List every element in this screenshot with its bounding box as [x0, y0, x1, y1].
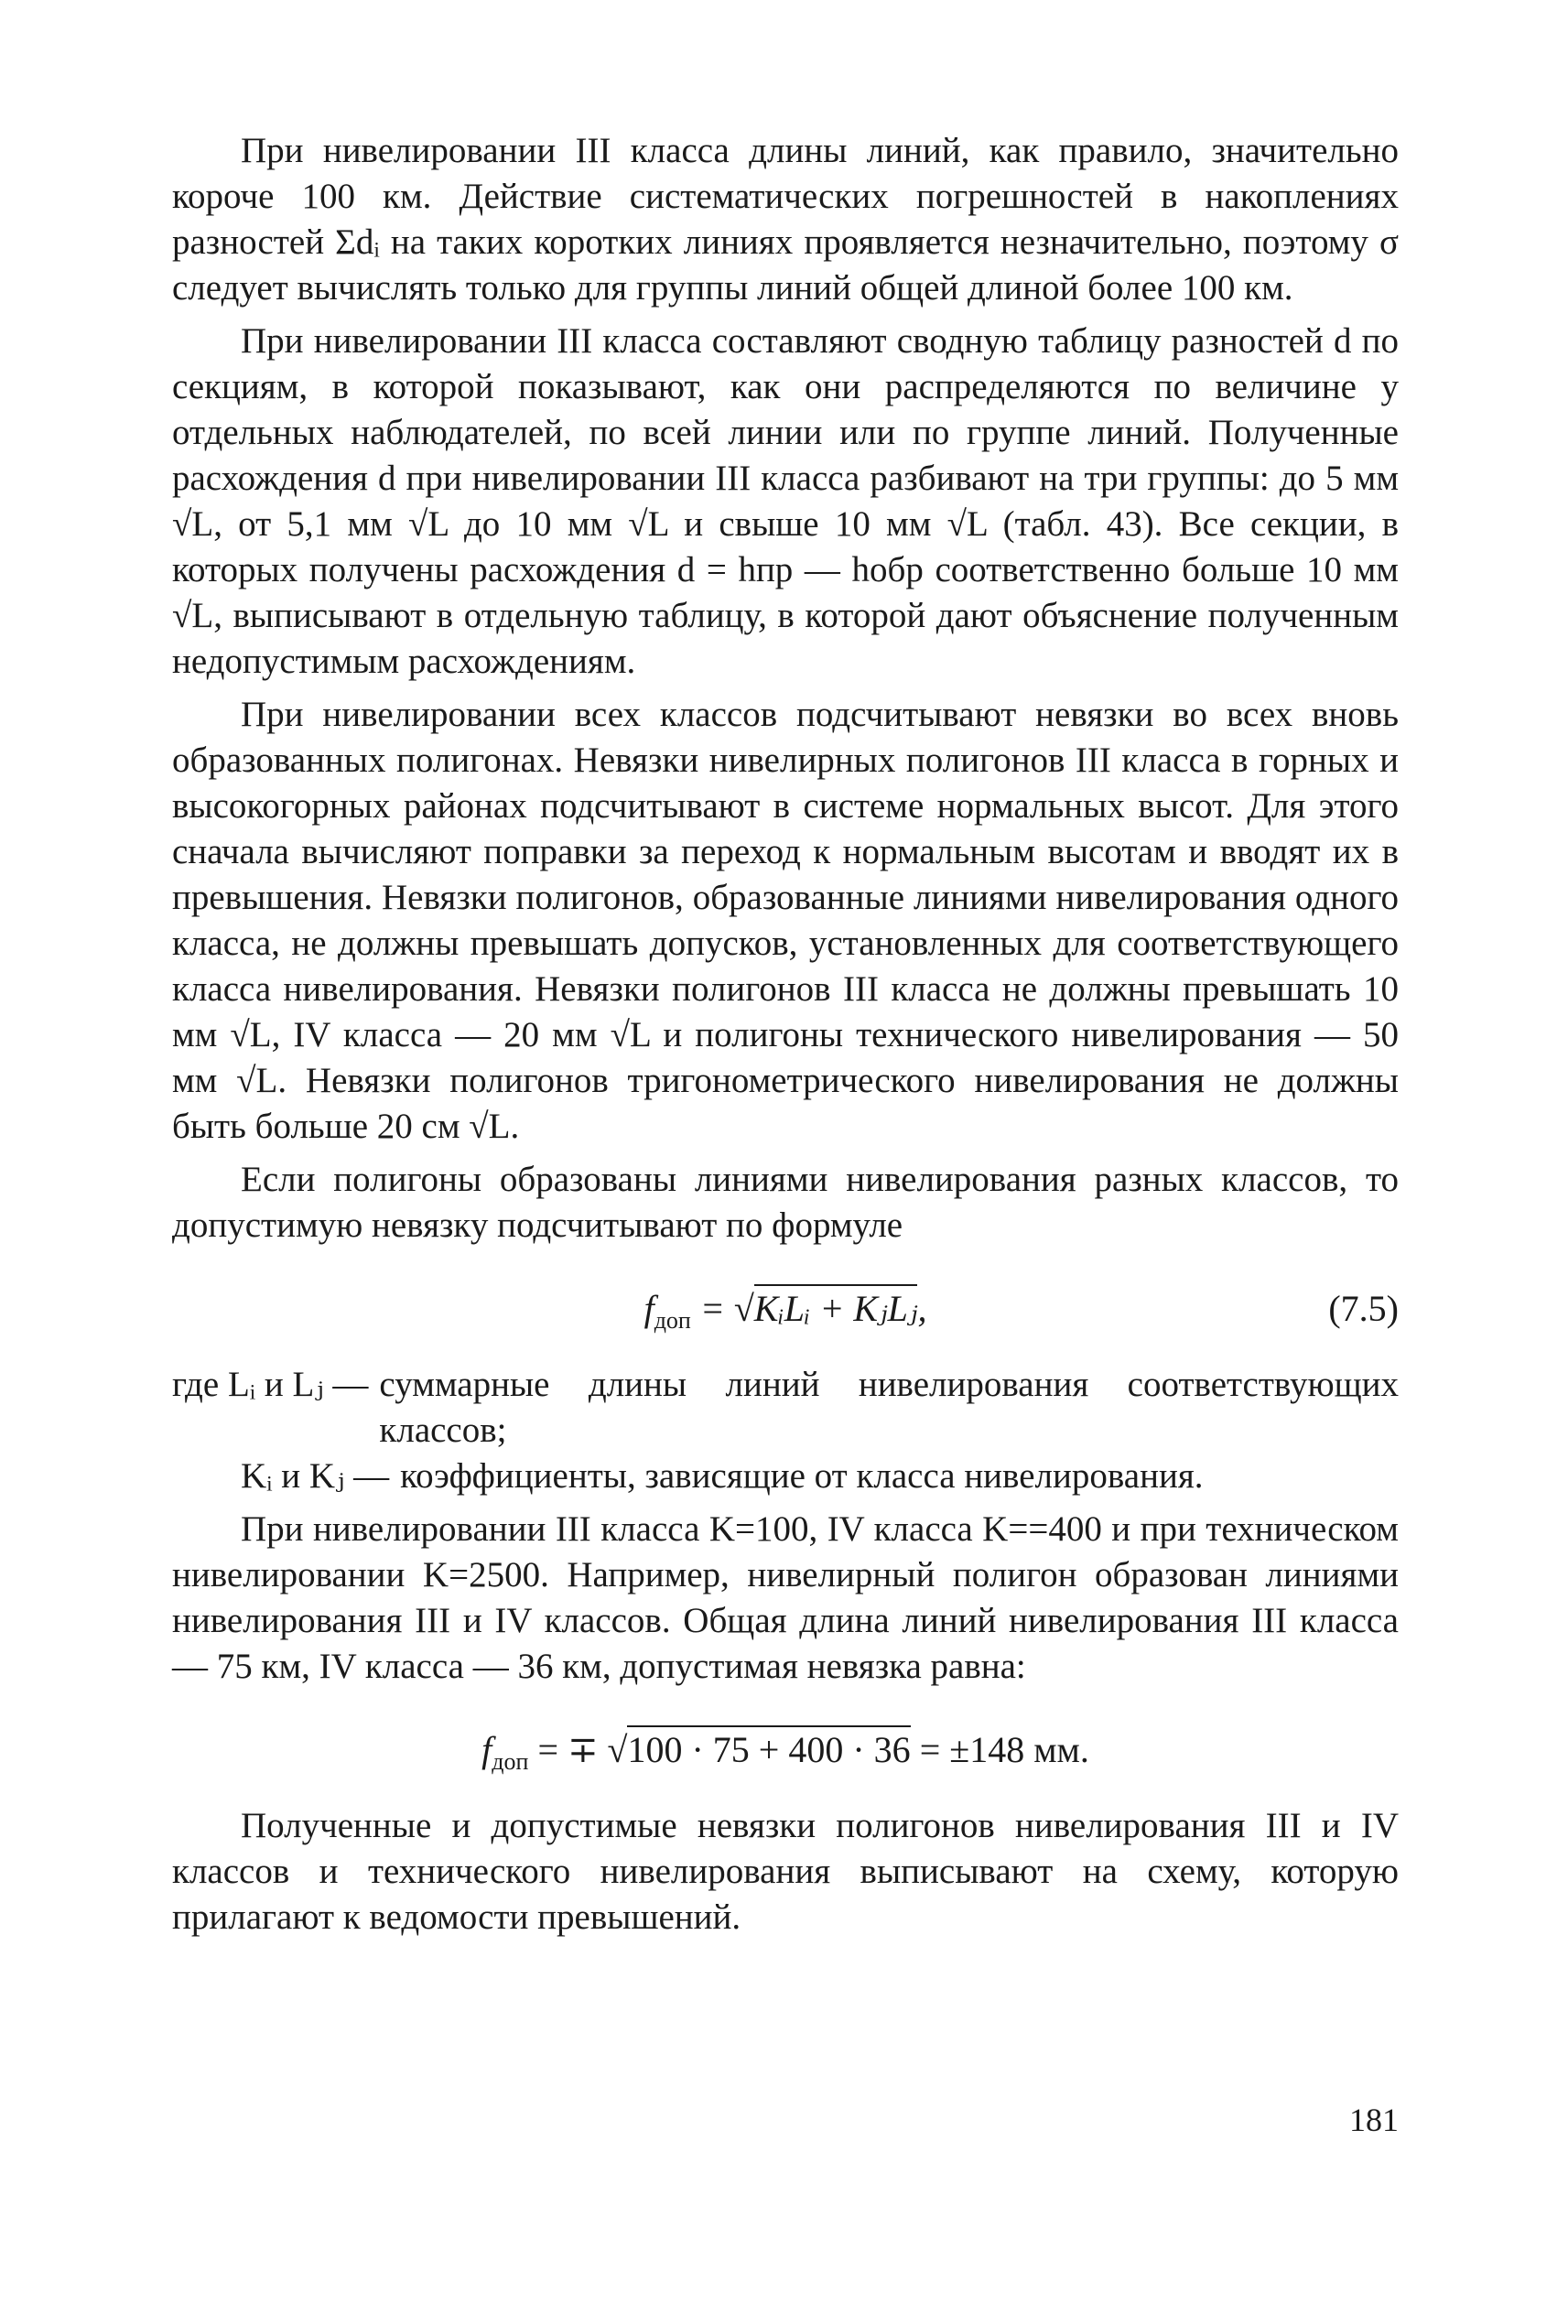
paragraph-6: Полученные и допустимые невязки полигонов нивелирования III и IV классов и технического нивелирования выписывают на схему, которую прилагают к ведомости превышений. [172, 1806, 1399, 1937]
formula-7-5-radicand: KᵢLᵢ + KⱼLⱼ [754, 1284, 918, 1329]
formula-7-5-number: (7.5) [1328, 1288, 1399, 1329]
formula-example-lhs-sub: доп [492, 1748, 529, 1775]
formula-7-5-rhs-suffix: , [917, 1288, 927, 1329]
formula-example-radicand: 100 · 75 + 400 · 36 [627, 1725, 910, 1770]
paragraph-1: При нивелировании III класса длины линий, как правило, значительно короче 100 км. Действие систематических погрешностей в накоплениях разностей Σdᵢ на таких коротких линиях проявляется незначительно, поэтому σ следует вычислять только для группы линий общей длиной более 100 км. [172, 131, 1399, 308]
formula-definitions [172, 1362, 1399, 1499]
formula-example-body [172, 1717, 1399, 1795]
definition-text: коэффициенты, зависящие от класса нивелирования. [400, 1456, 1204, 1496]
formula-example [172, 1717, 1399, 1783]
paragraph-2: При нивелировании III класса составляют сводную таблицу разностей d по секциям, в которой показывают, как они распределяются по величине у отдельных наблюдателей, по всей линии или по группе линий. Полученные расхождения d при нивелировании III класса разбивают на три группы: до 5 мм √L, от 5,1 мм √L до 10 мм √L и свыше 10 мм √L (табл. 43). Все секции, в которых получены расхождения d = hпр — hобр соответственно больше 10 мм √L, выписывают в отдельную таблицу, в которой дают объяснение полученным недопустимым расхождениям. [172, 321, 1399, 681]
paragraph-5: При нивелировании III класса K=100, IV класса K==400 и при техническом нивелировании K=2500. Например, нивелирный полигон образован линиями нивелирования III и IV классов. Общая длина линий нивелирования III класса — 75 км, IV класса — 36 км, допустимая невязка равна: [172, 1509, 1399, 1686]
formula-example-rhs-prefix: = ∓ √ [528, 1729, 628, 1770]
definition-term: где Lᵢ и Lⱼ — [172, 1365, 369, 1404]
formula-example-lhs: f [481, 1729, 492, 1770]
paragraph-3: При нивелировании всех классов подсчитывают невязки во всех вновь образованных полигонах. Невязки нивелирных полигонов III класса в горных и высокогорных районах подсчитывают в системе нормальных высот. Для этого сначала вычисляют поправки за переход к нормальным высотам и вводят их в превышения. Невязки полигонов, образованные линиями нивелирования одного класса, не должны превышать допусков, установленных для соответствующего класса нивелирования. Невязки полигонов III класса не должны превышать 10 мм √L, IV класса — 20 мм √L и полигоны технического нивелирования — 50 мм √L. Невязки полигонов тригонометрического нивелирования не должны быть больше 20 см √L. [172, 695, 1399, 1146]
paragraph-4: Если полигоны образованы линиями нивелирования разных классов, то допустимую невязку подсчитывают по формуле [172, 1160, 1399, 1245]
formula-7-5-body [172, 1276, 1399, 1354]
definition-term: Kᵢ и Kⱼ — [241, 1456, 390, 1496]
definition-row [172, 1362, 1399, 1454]
definition-row [172, 1454, 1399, 1499]
page-number: 181 [1349, 2102, 1399, 2138]
formula-example-rhs-suffix: = ±148 мм. [910, 1729, 1089, 1770]
document-page [172, 128, 1399, 2233]
formula-7-5 [172, 1276, 1399, 1342]
formula-7-5-lhs: f [643, 1288, 654, 1329]
definition-text: суммарные длины линий нивелирования соответствующих классов; [379, 1365, 1399, 1450]
formula-7-5-rhs-prefix: = √ [690, 1288, 754, 1329]
formula-7-5-lhs-sub: доп [654, 1307, 691, 1334]
